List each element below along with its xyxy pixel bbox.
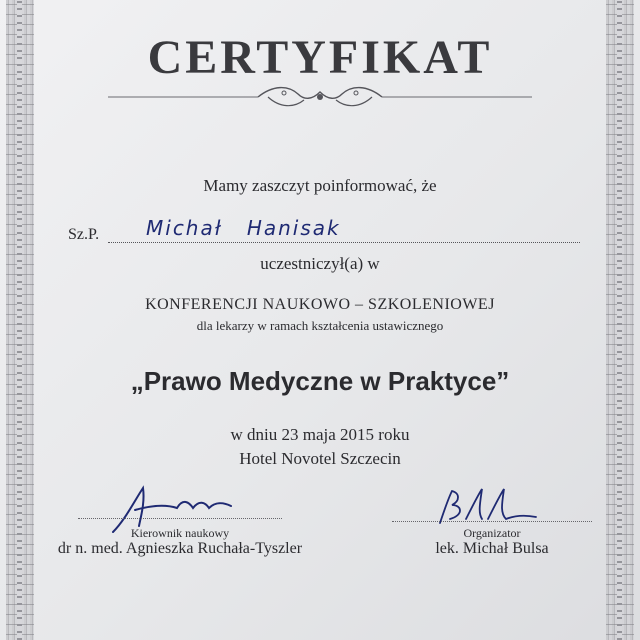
participated-text: uczestniczył(a) w	[260, 254, 380, 273]
recipient-name: Michał Hanisak	[146, 216, 341, 240]
right-signature-line	[392, 521, 592, 522]
right-signature-name: lek. Michał Bulsa	[435, 540, 549, 557]
event-name: „Prawo Medyczne w Praktyce”	[130, 366, 510, 396]
event-venue: Hotel Novotel Szczecin	[239, 449, 401, 468]
recipient-dotted-line	[108, 242, 580, 243]
event-audience: dla lekarzy w ramach kształcenia ustawicznego	[196, 318, 444, 333]
event-type: KONFERENCJI NAUKOWO – SZKOLENIOWEJ	[145, 296, 495, 313]
ornament-divider	[108, 80, 532, 114]
recipient-row	[68, 216, 580, 246]
right-signature-role: Organizator	[463, 526, 521, 540]
recipient-label: Sz.P.	[68, 226, 100, 243]
left-signature-line	[78, 518, 282, 519]
right-signature-graphic	[430, 485, 540, 530]
left-signature-name: dr n. med. Agnieszka Ruchała-Tyszler	[57, 540, 303, 557]
intro-text: Mamy zaszczyt poinformować, że	[203, 176, 437, 195]
left-signature-role: Kierownik naukowy	[130, 526, 230, 540]
certificate-title: CERTYFIKAT	[147, 31, 493, 84]
event-date: w dniu 23 maja 2015 roku	[230, 425, 410, 444]
